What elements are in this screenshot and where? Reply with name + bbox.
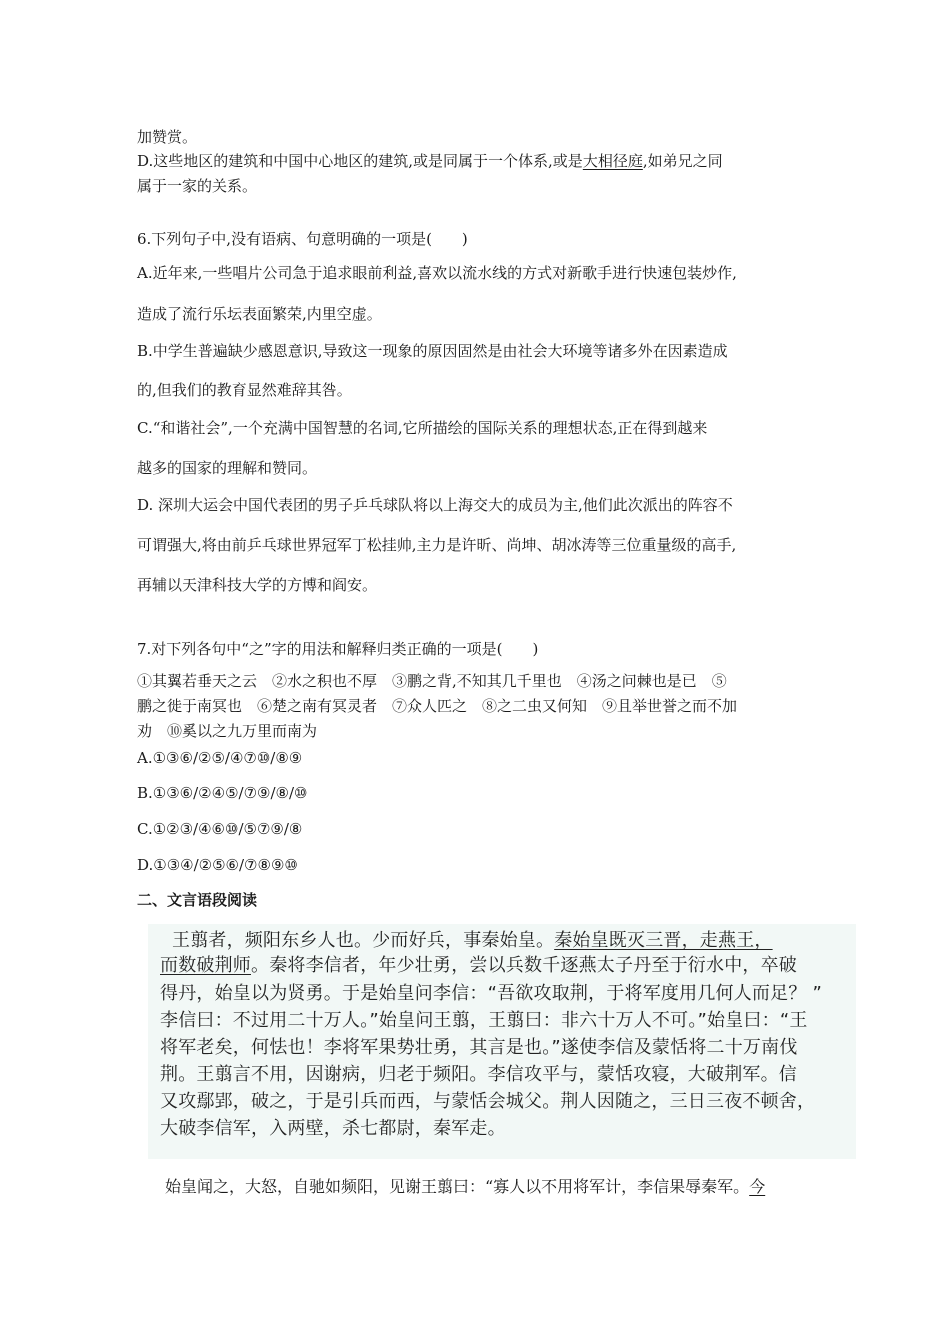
- q6-option-c-1: C.“和谐社会”,一个充满中国智慧的名词,它所描绘的国际关系的理想状态,正在得到越来: [137, 419, 708, 437]
- q7-sentences-3: 劝 ⑩奚以之九万里而南为: [137, 722, 318, 740]
- top-d-prefix: D.这些地区的建筑和中国中心地区的建筑,或是同属于一个体系,或是: [137, 152, 583, 170]
- top-d-idiom: 大相径庭: [582, 152, 643, 170]
- q7-option-a: A.①③⑥/②⑤/④⑦⑩/⑧⑨: [137, 749, 303, 767]
- top-option-d: [137, 151, 723, 171]
- q7-stem: 7.对下列各句中“之”字的用法和解释归类正确的一项是( ): [137, 640, 539, 658]
- q6-option-b-2: 的,但我们的教育显然难辞其咎。: [137, 381, 352, 399]
- q7-sentences-1: ①其翼若垂天之云 ②水之积也不厚 ③鹏之背,不知其几千里也 ④汤之问棘也是已 ⑤: [137, 672, 727, 690]
- passage-line-8: 大破李信军，入两壁，杀七都尉，秦军走。: [160, 1118, 506, 1139]
- last-paragraph: [165, 1176, 765, 1198]
- top-d-suffix: ,如弟兄之同: [642, 152, 723, 170]
- passage-underlined-2: 而数破荆师: [160, 955, 251, 976]
- q6-option-d-2: 可谓强大,将由前乒乓球世界冠军丁松挂帅,主力是许昕、尚坤、胡冰涛等三位重量级的高手,: [137, 536, 737, 554]
- scanned-passage: [148, 924, 856, 1159]
- q6-option-a-2: 造成了流行乐坛表面繁荣,内里空虚。: [137, 305, 382, 323]
- q7-option-b: B.①③⑥/②④⑤/⑦⑨/⑧/⑩: [137, 784, 308, 802]
- passage-line-1a: 王翦者，频阳东乡人也。少而好兵，事秦始皇。: [172, 930, 555, 951]
- last-paragraph-text: 始皇闻之，大怒，自驰如频阳，见谢王翦曰：“寡人以不用将军计，李信果辱秦军。: [165, 1177, 750, 1196]
- top-line-1: 加赞赏。: [137, 128, 198, 146]
- passage-line-6: 荆。王翦言不用，因谢病，归老于频阳。李信攻平与，蒙恬攻寝，大破荆军。信: [160, 1064, 797, 1085]
- q7-option-d: D.①③④/②⑤⑥/⑦⑧⑨⑩: [137, 856, 298, 874]
- last-paragraph-tail: 今: [749, 1177, 766, 1196]
- q6-option-c-2: 越多的国家的理解和赞同。: [137, 459, 318, 477]
- q6-option-d-3: 再辅以天津科技大学的方博和阎安。: [137, 576, 378, 594]
- passage-line-7: 又攻鄢郢，破之，于是引兵而西，与蒙恬会城父。荆人因随之，三日三夜不顿舍，: [160, 1091, 816, 1112]
- q6-option-d-1: D. 深圳大运会中国代表团的男子乒乓球队将以上海交大的成员为主,他们此次派出的阵容不: [137, 496, 733, 514]
- q6-option-a-1: A.近年来,一些唱片公司急于追求眼前利益,喜欢以流水线的方式对新歌手进行快速包装炒作,: [137, 264, 737, 282]
- passage-line-2: [160, 954, 797, 978]
- passage-line-1: [172, 929, 773, 953]
- passage-line-4: 李信曰：不过用二十万人。”始皇问王翦，王翦曰：非六十万人不可。”始皇曰：“王: [160, 1010, 808, 1031]
- section-heading: 二、文言语段阅读: [137, 891, 258, 909]
- q7-option-c: C.①②③/④⑥⑩/⑤⑦⑨/⑧: [137, 820, 303, 838]
- passage-line-5: 将军老矣，何怯也！李将军果势壮勇，其言是也。”遂使李信及蒙恬将二十万南伐: [160, 1037, 798, 1058]
- passage-underlined-1: 秦始皇既灭三晋，走燕王，: [554, 930, 773, 951]
- q6-option-b-1: B.中学生普遍缺少感恩意识,导致这一现象的原因固然是由社会大环境等诸多外在因素造成: [137, 342, 728, 360]
- passage-line-3: 得丹，始皇以为贤勇。于是始皇问李信：“吾欲攻取荆，于将军度用几何人而足？ ”: [160, 983, 822, 1004]
- q7-sentences-2: 鹏之徙于南冥也 ⑥楚之南有冥灵者 ⑦众人匹之 ⑧之二虫又何知 ⑨且举世誉之而不加: [137, 697, 738, 715]
- passage-line-2b: 。秦将李信者，年少壮勇，尝以兵数千逐燕太子丹至于衍水中，卒破: [251, 955, 797, 976]
- q6-stem: 6.下列句子中,没有语病、句意明确的一项是( ): [137, 230, 468, 248]
- top-line-3: 属于一家的关系。: [137, 177, 258, 195]
